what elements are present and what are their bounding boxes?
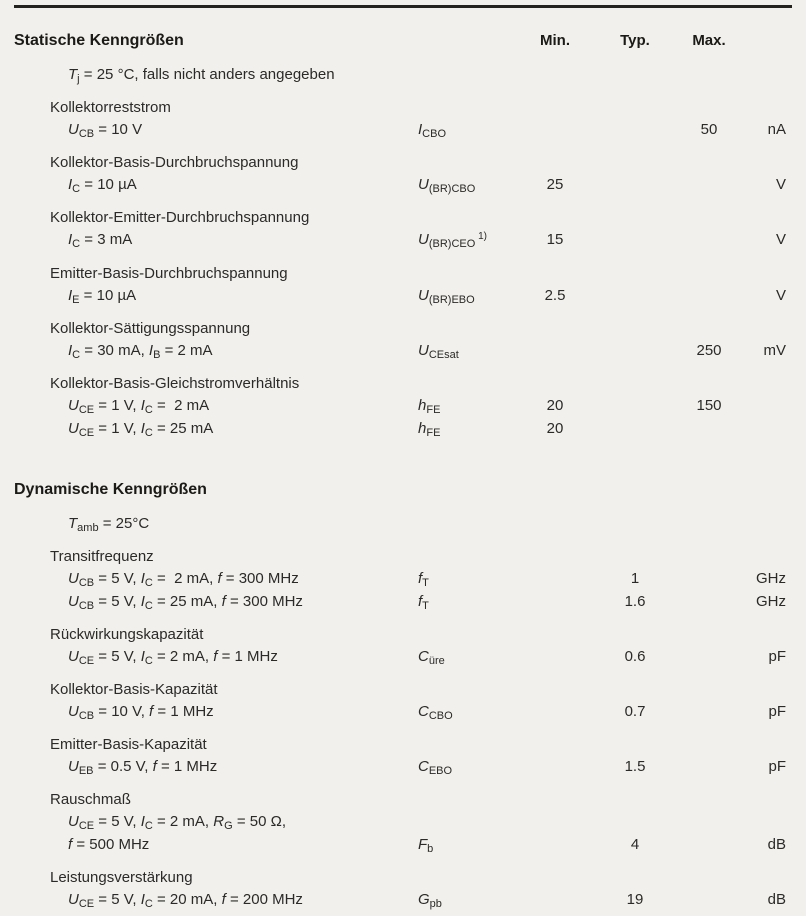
test-conditions-note: $T_j = 25$ °C, falls nicht anders angegeben [68, 66, 335, 85]
test-conditions-note: $T_{amb} = 25^\circ C$ [68, 515, 150, 534]
table-row [14, 285, 792, 308]
table-row [14, 229, 792, 253]
condition-cell: $I_C = 3$ mA [68, 231, 133, 250]
table-row [14, 646, 792, 669]
symbol-cell: $C_{EBO}$ [418, 758, 453, 777]
condition-cell: $U_{CE} = 5$ V, $I_C = 2$ mA, f = 1 MHz [68, 648, 278, 667]
datasheet-page [0, 5, 806, 916]
table-row [14, 756, 792, 779]
unit-cell: V [775, 176, 786, 193]
parameter-group-label: Rauschmaß [50, 791, 131, 808]
column-header-min: Min. [540, 32, 570, 49]
unit-cell: pF [768, 758, 786, 775]
condition-cell: $I_E = 10$ µA [68, 287, 137, 306]
table-row [14, 418, 792, 441]
parameter-group-label: Kollektor-Basis-Kapazität [50, 681, 218, 698]
parameter-group-label: Leistungsverstärkung [50, 869, 193, 886]
parameter-group [14, 97, 792, 142]
typ-value: 0.7 [624, 703, 646, 720]
table-row [14, 174, 792, 197]
symbol-cell: $f_T$ [418, 570, 429, 589]
typ-value: 1.6 [624, 593, 646, 610]
table-row [14, 701, 792, 724]
typ-value: 1 [630, 570, 640, 587]
parameter-group-label: Kollektor-Sättigungsspannung [50, 320, 251, 337]
parameter-group [14, 263, 792, 308]
symbol-cell: $I_{CBO}$ [418, 121, 447, 140]
unit-cell: mV [763, 342, 786, 359]
min-value: 25 [546, 176, 564, 193]
section-title-dynamic: Dynamische Kenngrößen [14, 481, 207, 498]
section-title-static: Statische Kenngrößen [14, 32, 184, 49]
static-header-row [14, 30, 792, 52]
condition-cell: $U_{CE} = 5$ V, $I_C = 2$ mA, $R_G = 50$ Ω, [68, 813, 287, 832]
table-row [14, 834, 792, 857]
parameter-group-label: Kollektorreststrom [50, 99, 171, 116]
section-dynamic [14, 479, 792, 912]
table-row [14, 340, 792, 363]
unit-cell: dB [767, 836, 786, 853]
symbol-cell: $U_{(BR)CBO}$ [418, 176, 476, 195]
top-rule [14, 5, 792, 8]
min-value: 2.5 [544, 287, 566, 304]
symbol-cell: $C_{üre}$ [418, 648, 445, 667]
unit-cell: dB [767, 891, 786, 908]
table-row [14, 568, 792, 591]
min-value: 15 [546, 231, 564, 248]
typ-value: 0.6 [624, 648, 646, 665]
table-row [14, 395, 792, 418]
condition-cell: $U_{CE} = 1$ V, $I_C = 25$ mA [68, 420, 214, 439]
typ-value: 4 [630, 836, 640, 853]
symbol-cell: $h_{FE}$ [418, 397, 441, 416]
condition-cell: $U_{CB} = 10$ V, f = 1 MHz [68, 703, 214, 722]
unit-cell: V [775, 287, 786, 304]
table-row [14, 119, 792, 142]
parameter-group-label: Kollektor-Basis-Durchbruchspannung [50, 154, 299, 171]
typ-value: 1.5 [624, 758, 646, 775]
symbol-cell: $C_{CBO}$ [418, 703, 453, 722]
parameter-group-label: Emitter-Basis-Durchbruchspannung [50, 265, 288, 282]
symbol-cell: $h_{FE}$ [418, 420, 441, 439]
symbol-cell: $F_b$ [418, 836, 434, 855]
parameter-group-label: Emitter-Basis-Kapazität [50, 736, 207, 753]
table-row [14, 889, 792, 912]
parameter-group-label: Kollektor-Basis-Gleichstromverhältnis [50, 375, 300, 392]
parameter-group [14, 679, 792, 724]
condition-cell: f = 500 MHz [68, 836, 150, 853]
unit-cell: nA [767, 121, 786, 138]
parameter-group [14, 207, 792, 253]
condition-cell: $U_{EB} = 0.5$ V, f = 1 MHz [68, 758, 218, 777]
unit-cell: pF [768, 648, 786, 665]
max-value: 50 [700, 121, 718, 138]
min-value: 20 [546, 397, 564, 414]
max-value: 150 [696, 397, 722, 414]
symbol-cell: $G_{pb}$ [418, 891, 442, 910]
condition-cell: $U_{CB} = 5$ V, $I_C = 2$ mA, f = 300 MHz [68, 570, 299, 589]
parameter-group-label: Kollektor-Emitter-Durchbruchspannung [50, 209, 310, 226]
condition-cell: $I_C = 10$ µA [68, 176, 137, 195]
column-header-typ: Typ. [620, 32, 650, 49]
condition-cell: $U_{CB} = 10$ V [68, 121, 143, 140]
condition-cell: $U_{CE} = 1$ V, $I_C = 2$ mA [68, 397, 210, 416]
parameter-group [14, 734, 792, 779]
max-value: 250 [696, 342, 722, 359]
table-row [14, 591, 792, 614]
unit-cell: GHz [756, 570, 786, 587]
min-value: 20 [546, 420, 564, 437]
symbol-cell: $U_{(BR)CEO}$ $^{1)}$ [418, 231, 487, 250]
parameter-group [14, 546, 792, 614]
section-static [14, 30, 792, 441]
parameter-group-label: Transitfrequenz [50, 548, 154, 565]
table-row [14, 811, 792, 834]
symbol-cell: $U_{CEsat}$ [418, 342, 459, 361]
parameter-group [14, 373, 792, 441]
symbol-cell: $f_T$ [418, 593, 429, 612]
parameter-group [14, 867, 792, 912]
unit-cell: V [775, 231, 786, 248]
symbol-cell: $U_{(BR)EBO}$ [418, 287, 475, 306]
unit-cell: pF [768, 703, 786, 720]
condition-cell: $U_{CE} = 5$ V, $I_C = 20$ mA, f = 200 MHz [68, 891, 303, 910]
condition-cell: $U_{CB} = 5$ V, $I_C = 25$ mA, f = 300 MHz [68, 593, 303, 612]
column-header-max: Max. [692, 32, 726, 49]
parameter-group [14, 152, 792, 197]
parameter-group [14, 789, 792, 857]
parameter-group-label: Rückwirkungskapazität [50, 626, 204, 643]
unit-cell: GHz [756, 593, 786, 610]
typ-value: 19 [626, 891, 644, 908]
condition-cell: $I_C = 30$ mA, $I_B = 2$ mA [68, 342, 213, 361]
dynamic-header-row [14, 479, 792, 501]
parameter-group [14, 624, 792, 669]
parameter-group [14, 318, 792, 363]
